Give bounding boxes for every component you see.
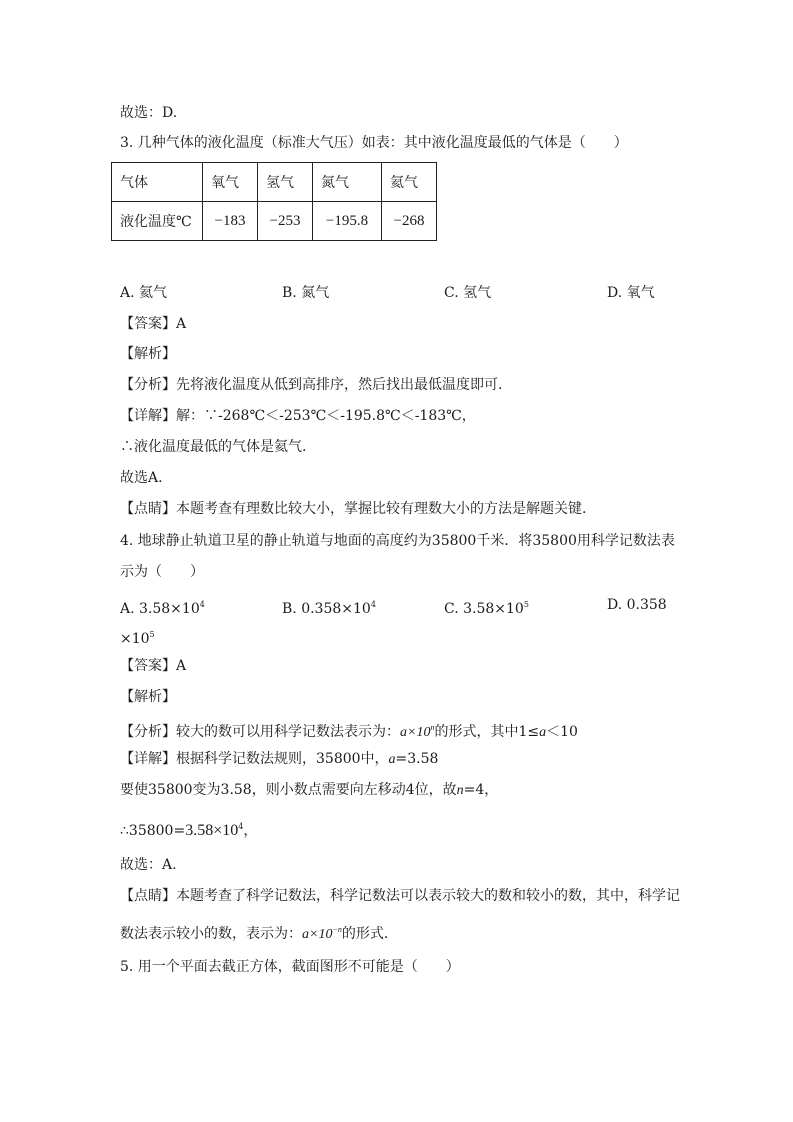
result-text: ∴35800= (120, 823, 186, 839)
prev-answer: 故选：D. (120, 105, 178, 121)
q4-answer: 【答案】A (120, 658, 187, 674)
q3-therefore: ∴液化温度最低的气体是氦气. (120, 439, 307, 455)
q3-option-d: D. 氧气 (607, 285, 655, 301)
table-cell: 氮气 (313, 163, 382, 202)
option-text: ×10 (120, 631, 150, 647)
result-exponent: 4 (238, 822, 244, 831)
q4-choose: 故选：A. (120, 857, 177, 873)
q4-option-d-cont (120, 626, 155, 648)
variable-n: n (456, 783, 464, 798)
formula-exponent: n (430, 723, 435, 732)
q3-choose: 故选A. (120, 470, 163, 486)
option-exponent: 4 (370, 600, 376, 609)
table-cell: 氦气 (382, 163, 437, 202)
option-text: A. 3.58×10 (120, 601, 200, 617)
q3-analysis-label: 【解析】 (120, 346, 176, 362)
table-cell: −253 (258, 202, 313, 241)
option-text: C. 3.58×10 (444, 601, 524, 617)
table-cell: 氢气 (258, 163, 313, 202)
formula: a×10 (400, 725, 431, 740)
option-text: B. 0.358×10 (282, 601, 371, 617)
q4-result (120, 818, 257, 840)
comment-text: 的形式. (341, 926, 389, 942)
gas-table (111, 162, 437, 241)
detail-text: =3.58 (395, 751, 439, 767)
q3-stem: 3. 几种气体的液化温度（标准大气压）如表：其中液化温度最低的气体是（ ） (120, 135, 628, 151)
variable-a: a (539, 725, 547, 740)
q4-comment-line1: 【点睛】本题考查了科学记数法，科学记数法可以表示较大的数和较小的数，其中，科学记 (120, 888, 680, 904)
result-formula: 3.58×10 (185, 822, 239, 839)
q3-option-c: C. 氢气 (444, 285, 492, 301)
result-text: ， (243, 823, 258, 839)
q4-option-a (120, 596, 205, 618)
option-exponent: 5 (149, 630, 155, 639)
q3-answer: 【答案】A (120, 316, 187, 332)
q4-fenxi (120, 719, 578, 742)
option-exponent: 4 (199, 600, 205, 609)
q4-option-b (282, 596, 376, 618)
q4-stem-line1: 4. 地球静止轨道卫星的静止轨道与地面的高度约为35800千米．将35800用科学记数法表 (120, 533, 675, 549)
q3-detail: 【详解】解：∵-268℃＜-253℃＜-195.8℃＜-183℃， (120, 408, 476, 424)
q4-move (120, 781, 498, 800)
table-cell: 气体 (112, 163, 203, 202)
q4-stem-line2: 示为（ ） (120, 564, 204, 580)
move-text: 要使35800变为3.58，则小数点需要向左移动4位，故 (120, 782, 457, 798)
q5-stem: 5. 用一个平面去截正方体，截面图形不可能是（ ） (120, 959, 460, 975)
q4-comment-line2 (120, 921, 388, 944)
table-cell: −183 (203, 202, 258, 241)
fenxi-text: ＜10 (546, 724, 578, 740)
q3-option-a: A. 氦气 (120, 285, 168, 301)
fenxi-text: 【分析】较大的数可以用科学记数法表示为： (120, 724, 400, 740)
variable-a: a (388, 752, 396, 767)
fenxi-text: 的形式，其中1≤ (434, 724, 540, 740)
option-exponent: 5 (523, 600, 529, 609)
formula-exponent: −n (332, 925, 342, 934)
detail-text: 【详解】根据科学记数法规则，35800中， (120, 751, 389, 767)
table-row (112, 202, 437, 241)
q4-option-d: D. 0.358 (607, 597, 667, 613)
q3-comment: 【点睛】本题考查有理数比较大小，掌握比较有理数大小的方法是解题关键. (120, 501, 587, 517)
table-cell: 液化温度℃ (112, 202, 203, 241)
formula: a×10 (302, 927, 333, 942)
table-row (112, 163, 437, 202)
q3-fenxi: 【分析】先将液化温度从低到高排序，然后找出最低温度即可. (120, 377, 503, 393)
move-text: =4， (463, 782, 499, 798)
q3-option-b: B. 氮气 (282, 285, 330, 301)
q4-option-c (444, 596, 529, 618)
q4-detail (120, 750, 438, 769)
comment-text: 数法表示较小的数，表示为： (120, 926, 302, 942)
table-cell: 氧气 (203, 163, 258, 202)
table-cell: −268 (382, 202, 437, 241)
table-cell: −195.8 (313, 202, 382, 241)
q4-analysis-label: 【解析】 (120, 689, 176, 705)
